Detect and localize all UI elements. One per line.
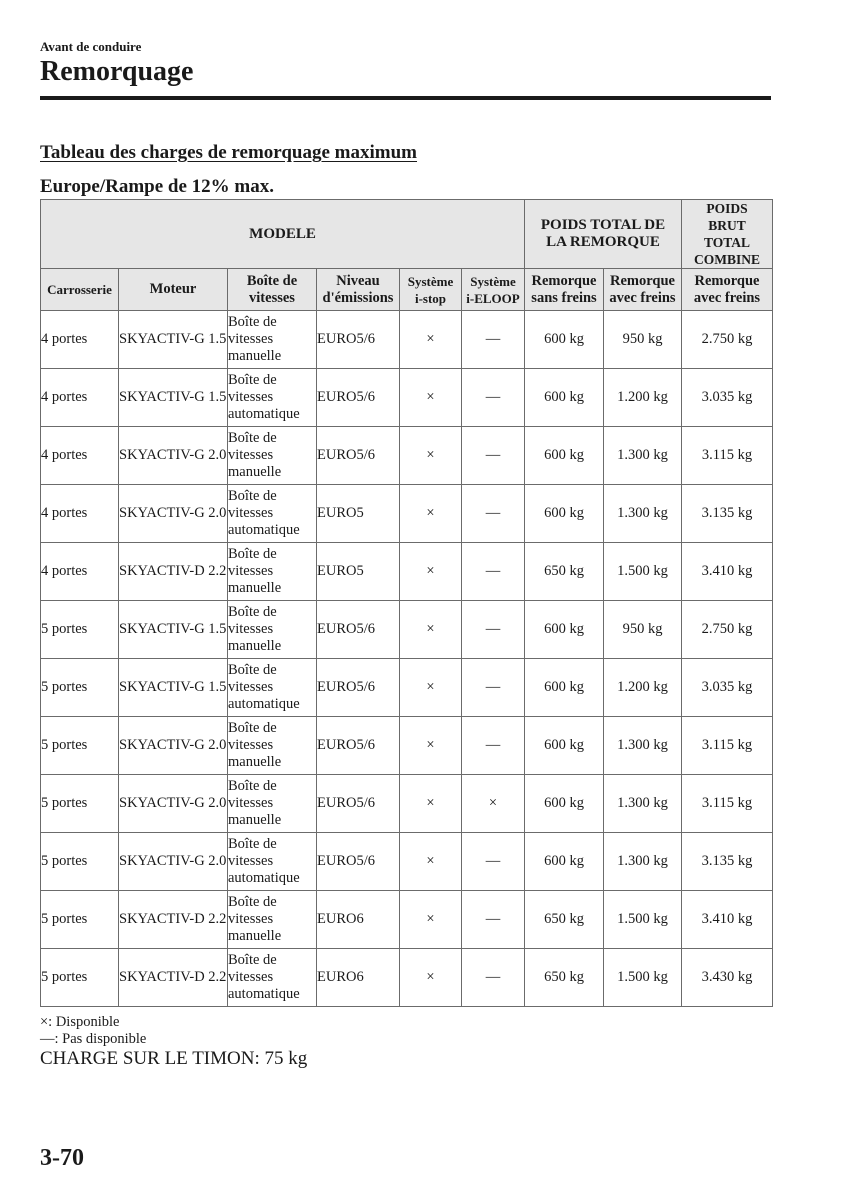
emission-level-cell: EURO6	[317, 891, 400, 949]
engine-cell: SKYACTIV-G 2.0	[119, 775, 228, 833]
body-type-cell: 4 portes	[41, 311, 119, 369]
ieloop-cell: —	[462, 311, 525, 369]
braked-trailer-cell: 950 kg	[604, 311, 682, 369]
istop-cell: ×	[400, 949, 462, 1007]
body-type-cell: 4 portes	[41, 543, 119, 601]
table-row	[41, 891, 773, 949]
table-group-header-row	[41, 200, 773, 269]
gross-combined-group-header: POIDS BRUT TOTAL COMBINE	[682, 200, 773, 269]
istop-cell: ×	[400, 775, 462, 833]
engine-cell: SKYACTIV-D 2.2	[119, 543, 228, 601]
ieloop-cell: —	[462, 543, 525, 601]
table-row	[41, 543, 773, 601]
transmission-cell: Boîte de vitesses manuelle	[228, 427, 317, 485]
gross-combined-cell: 2.750 kg	[682, 601, 773, 659]
emission-level-cell: EURO5	[317, 485, 400, 543]
braked-trailer-cell: 1.500 kg	[604, 949, 682, 1007]
emission-level-cell: EURO5/6	[317, 369, 400, 427]
braked-trailer-cell: 1.300 kg	[604, 833, 682, 891]
transmission-cell: Boîte de vitesses automatique	[228, 485, 317, 543]
column-header-istop: Système i-stop	[400, 269, 462, 311]
emission-level-cell: EURO5/6	[317, 659, 400, 717]
page-number: 3-70	[40, 1145, 84, 1171]
braked-trailer-cell: 1.200 kg	[604, 659, 682, 717]
unbraked-trailer-cell: 600 kg	[525, 427, 604, 485]
table-row	[41, 311, 773, 369]
ieloop-cell: —	[462, 485, 525, 543]
title-divider	[40, 96, 771, 100]
engine-cell: SKYACTIV-G 2.0	[119, 427, 228, 485]
body-type-cell: 5 portes	[41, 659, 119, 717]
ieloop-cell: —	[462, 601, 525, 659]
table-row	[41, 659, 773, 717]
table-row	[41, 949, 773, 1007]
gross-combined-cell: 3.115 kg	[682, 717, 773, 775]
column-header-braked-combined: Remorque avec freins	[682, 269, 773, 311]
ieloop-cell: —	[462, 833, 525, 891]
engine-cell: SKYACTIV-D 2.2	[119, 891, 228, 949]
engine-cell: SKYACTIV-G 1.5	[119, 369, 228, 427]
istop-cell: ×	[400, 717, 462, 775]
gross-combined-cell: 3.115 kg	[682, 775, 773, 833]
body-type-cell: 4 portes	[41, 485, 119, 543]
table-row	[41, 601, 773, 659]
gross-combined-cell: 3.135 kg	[682, 485, 773, 543]
model-group-header: MODELE	[41, 200, 525, 269]
body-type-cell: 5 portes	[41, 949, 119, 1007]
table-row	[41, 833, 773, 891]
unbraked-trailer-cell: 600 kg	[525, 485, 604, 543]
ieloop-cell: —	[462, 427, 525, 485]
body-type-cell: 5 portes	[41, 891, 119, 949]
note-not-available: —: Pas disponible	[40, 1031, 147, 1047]
emission-level-cell: EURO6	[317, 949, 400, 1007]
transmission-cell: Boîte de vitesses automatique	[228, 659, 317, 717]
transmission-cell: Boîte de vitesses manuelle	[228, 311, 317, 369]
emission-level-cell: EURO5/6	[317, 311, 400, 369]
transmission-cell: Boîte de vitesses manuelle	[228, 601, 317, 659]
emission-level-cell: EURO5/6	[317, 717, 400, 775]
engine-cell: SKYACTIV-G 2.0	[119, 833, 228, 891]
column-header-body: Carrosserie	[41, 269, 119, 311]
emission-level-cell: EURO5/6	[317, 833, 400, 891]
note-available: ×: Disponible	[40, 1014, 120, 1030]
ieloop-cell: —	[462, 659, 525, 717]
braked-trailer-cell: 1.300 kg	[604, 427, 682, 485]
column-header-engine: Moteur	[119, 269, 228, 311]
gross-combined-cell: 3.115 kg	[682, 427, 773, 485]
hitch-load-note: CHARGE SUR LE TIMON: 75 kg	[40, 1048, 308, 1069]
emission-level-cell: EURO5	[317, 543, 400, 601]
section-label: Avant de conduire	[40, 39, 142, 54]
unbraked-trailer-cell: 600 kg	[525, 659, 604, 717]
table-row	[41, 775, 773, 833]
page-title: Remorquage	[40, 56, 194, 87]
unbraked-trailer-cell: 600 kg	[525, 717, 604, 775]
table-row	[41, 427, 773, 485]
gross-combined-cell: 3.135 kg	[682, 833, 773, 891]
body-type-cell: 4 portes	[41, 427, 119, 485]
istop-cell: ×	[400, 833, 462, 891]
engine-cell: SKYACTIV-G 2.0	[119, 485, 228, 543]
istop-cell: ×	[400, 311, 462, 369]
engine-cell: SKYACTIV-G 1.5	[119, 311, 228, 369]
ieloop-cell: ×	[462, 775, 525, 833]
istop-cell: ×	[400, 543, 462, 601]
engine-cell: SKYACTIV-D 2.2	[119, 949, 228, 1007]
unbraked-trailer-cell: 650 kg	[525, 891, 604, 949]
ieloop-cell: —	[462, 949, 525, 1007]
table-heading: Tableau des charges de remorquage maximum	[40, 142, 418, 163]
engine-cell: SKYACTIV-G 2.0	[119, 717, 228, 775]
trailer-weight-group-header: POIDS TOTAL DE LA REMORQUE	[525, 200, 682, 269]
table-row	[41, 369, 773, 427]
table-row	[41, 485, 773, 543]
istop-cell: ×	[400, 485, 462, 543]
column-header-transmission: Boîte de vitesses	[228, 269, 317, 311]
transmission-cell: Boîte de vitesses automatique	[228, 949, 317, 1007]
braked-trailer-cell: 950 kg	[604, 601, 682, 659]
braked-trailer-cell: 1.200 kg	[604, 369, 682, 427]
gross-combined-cell: 3.035 kg	[682, 369, 773, 427]
unbraked-trailer-cell: 650 kg	[525, 949, 604, 1007]
unbraked-trailer-cell: 600 kg	[525, 311, 604, 369]
istop-cell: ×	[400, 601, 462, 659]
gross-combined-cell: 3.410 kg	[682, 543, 773, 601]
body-type-cell: 4 portes	[41, 369, 119, 427]
braked-trailer-cell: 1.300 kg	[604, 775, 682, 833]
emission-level-cell: EURO5/6	[317, 775, 400, 833]
braked-trailer-cell: 1.300 kg	[604, 717, 682, 775]
braked-trailer-cell: 1.500 kg	[604, 891, 682, 949]
body-type-cell: 5 portes	[41, 601, 119, 659]
engine-cell: SKYACTIV-G 1.5	[119, 659, 228, 717]
towing-loads-table	[40, 199, 773, 1007]
transmission-cell: Boîte de vitesses manuelle	[228, 717, 317, 775]
column-header-emissions: Niveau d'émissions	[317, 269, 400, 311]
ieloop-cell: —	[462, 891, 525, 949]
body-type-cell: 5 portes	[41, 775, 119, 833]
istop-cell: ×	[400, 891, 462, 949]
unbraked-trailer-cell: 600 kg	[525, 601, 604, 659]
gross-combined-cell: 3.410 kg	[682, 891, 773, 949]
gross-combined-cell: 3.035 kg	[682, 659, 773, 717]
transmission-cell: Boîte de vitesses manuelle	[228, 775, 317, 833]
table-subheading: Europe/Rampe de 12% max.	[40, 176, 274, 197]
engine-cell: SKYACTIV-G 1.5	[119, 601, 228, 659]
transmission-cell: Boîte de vitesses manuelle	[228, 891, 317, 949]
unbraked-trailer-cell: 600 kg	[525, 833, 604, 891]
gross-combined-cell: 3.430 kg	[682, 949, 773, 1007]
column-header-unbraked-trailer: Remorque sans freins	[525, 269, 604, 311]
body-type-cell: 5 portes	[41, 833, 119, 891]
istop-cell: ×	[400, 659, 462, 717]
unbraked-trailer-cell: 650 kg	[525, 543, 604, 601]
braked-trailer-cell: 1.500 kg	[604, 543, 682, 601]
transmission-cell: Boîte de vitesses manuelle	[228, 543, 317, 601]
transmission-cell: Boîte de vitesses automatique	[228, 369, 317, 427]
ieloop-cell: —	[462, 717, 525, 775]
ieloop-cell: —	[462, 369, 525, 427]
istop-cell: ×	[400, 427, 462, 485]
transmission-cell: Boîte de vitesses automatique	[228, 833, 317, 891]
emission-level-cell: EURO5/6	[317, 427, 400, 485]
emission-level-cell: EURO5/6	[317, 601, 400, 659]
body-type-cell: 5 portes	[41, 717, 119, 775]
column-header-braked-trailer: Remorque avec freins	[604, 269, 682, 311]
braked-trailer-cell: 1.300 kg	[604, 485, 682, 543]
gross-combined-cell: 2.750 kg	[682, 311, 773, 369]
unbraked-trailer-cell: 600 kg	[525, 369, 604, 427]
unbraked-trailer-cell: 600 kg	[525, 775, 604, 833]
istop-cell: ×	[400, 369, 462, 427]
column-header-ieloop: Système i-ELOOP	[462, 269, 525, 311]
table-row	[41, 717, 773, 775]
table-column-header-row	[41, 269, 773, 311]
